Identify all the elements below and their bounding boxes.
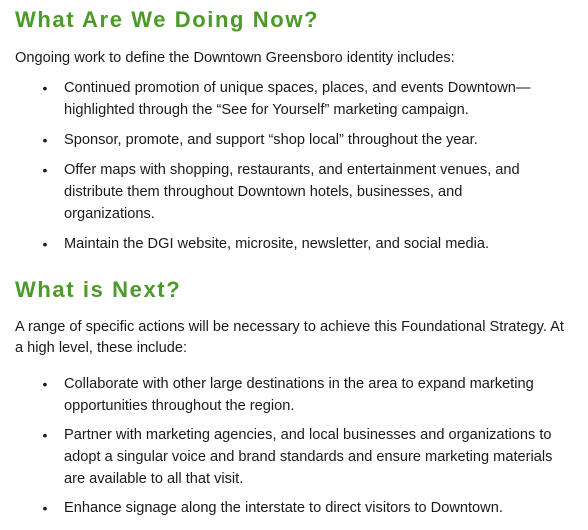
list-item-text: Partner with marketing agencies, and local businesses and organizations to adopt a singular voice and brand standards and ensure marketing materials are available to all that visit. xyxy=(64,427,553,487)
list-item-text: Maintain the DGI website, microsite, newsletter, and social media. xyxy=(64,236,490,252)
list-item xyxy=(15,77,551,121)
list-item-text: Collaborate with other large destinations in the area to expand marketing opportunities throughout the region. xyxy=(64,376,534,414)
bullet-list xyxy=(15,373,575,519)
list-item xyxy=(15,497,575,519)
list-item xyxy=(15,233,551,255)
bullet-icon: • xyxy=(42,80,48,96)
section-intro: A range of specific actions will be necessary to achieve this Foundational Strategy. At a high level, these include: xyxy=(15,319,564,356)
bullet-icon: • xyxy=(42,500,48,516)
bullet-icon: • xyxy=(42,236,48,252)
list-item-text: Continued promotion of unique spaces, places, and events Downtown— highlighted through the “See for Yourself” marketing campaign. xyxy=(64,80,531,118)
section-whats-next xyxy=(15,277,583,519)
section-heading: What is Next? xyxy=(15,277,182,302)
section-doing-now xyxy=(15,7,583,255)
list-item-text: Sponsor, promote, and support “shop local” throughout the year. xyxy=(64,132,478,148)
bullet-list xyxy=(15,77,551,255)
bullet-icon: • xyxy=(42,132,48,148)
bullet-icon: • xyxy=(42,162,48,178)
list-item-text: Enhance signage along the interstate to direct visitors to Downtown. xyxy=(64,500,503,516)
list-item-text: Offer maps with shopping, restaurants, and entertainment venues, and distribute them throughout Downtown hotels, businesses, and organizations. xyxy=(64,162,520,222)
section-intro: Ongoing work to define the Downtown Greensboro identity includes: xyxy=(15,50,455,66)
list-item xyxy=(15,159,534,225)
bullet-icon: • xyxy=(42,427,48,443)
list-item xyxy=(15,129,551,151)
bullet-icon: • xyxy=(42,376,48,392)
list-item xyxy=(15,373,564,417)
list-item xyxy=(15,424,575,490)
section-heading: What Are We Doing Now? xyxy=(15,7,320,32)
